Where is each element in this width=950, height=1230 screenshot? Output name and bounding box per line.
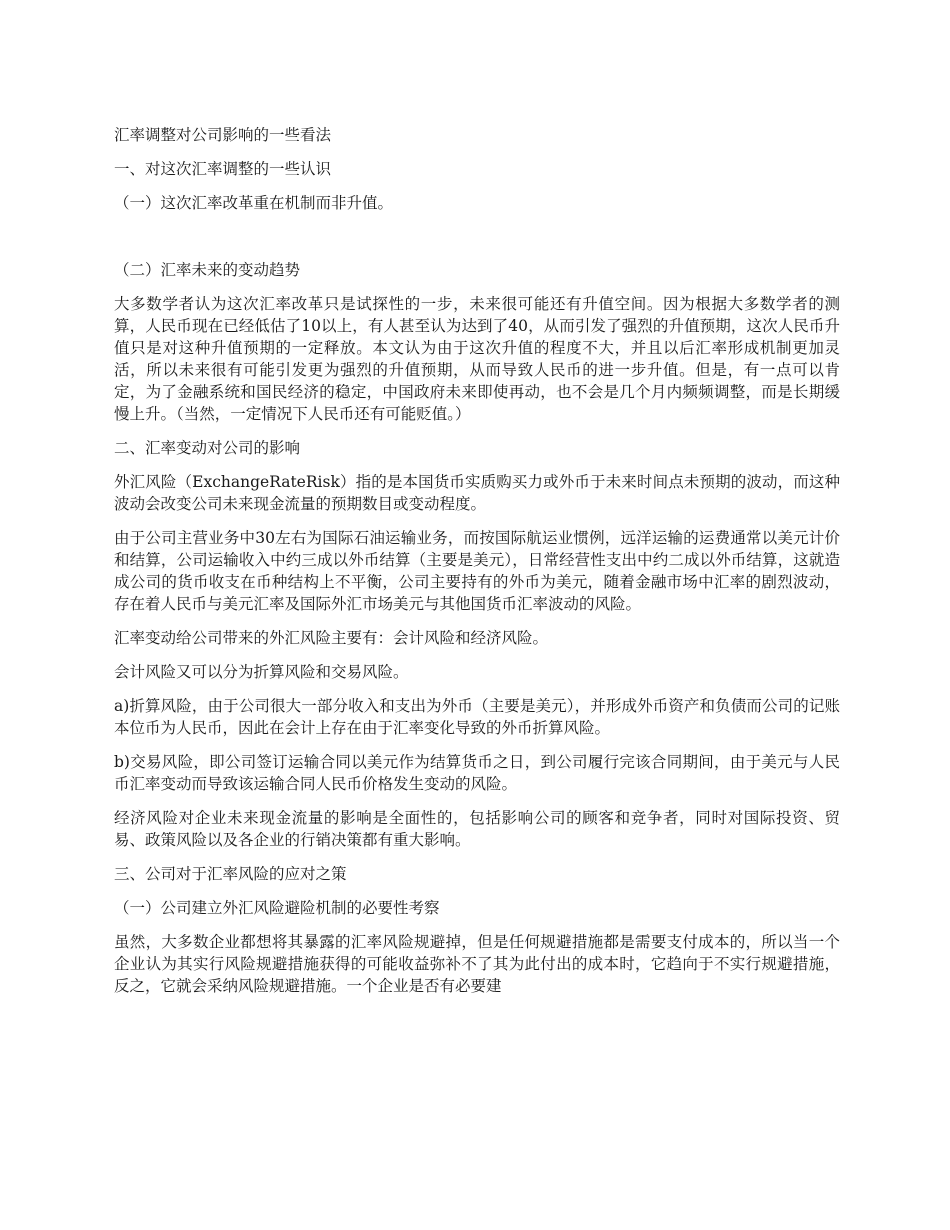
subsection-heading-1-1: （一）这次汇率改革重在机制而非升值。 — [114, 194, 394, 212]
body-paragraph: 大多数学者认为这次汇率改革只是试探性的一步，未来很可能还有升值空间。因为根据大多数学者的测算，人民币现在已经低估了10以上，有人甚至认为达到了40，从而引发了强烈的升值预期，这次人民币升值只是对这种升值预期的一定释放。本文认为由于这次升值的程度不大，并且以后汇率形成机制更加灵活，所以未来很有可能引发更为强烈的升值预期，从而导致人民币的进一步升值。但是，有一点可以肯定，为了金融系统和国民经济的稳定，中国政府未来即使再动，也不会是几个月内频频调整，而是长期缓慢上升。（当然，一定情况下人民币还有可能贬值。） — [114, 295, 840, 423]
section-heading-1: 一、对这次汇率调整的一些认识 — [114, 160, 332, 178]
body-paragraph: 由于公司主营业务中30左右为国际石油运输业务，而按国际航运业惯例，远洋运输的运费通常以美元计价和结算，公司运输收入中约三成以外币结算（主要是美元），日常经营性支出中约二成以外币结算，这就造成公司的货币收支在币种结构上不平衡，公司主要持有的外币为美元，随着金融市场中汇率的剧烈波动，存在着人民币与美元汇率及国际外汇市场美元与其他国货币汇率波动的风险。 — [114, 529, 840, 613]
document-title: 汇率调整对公司影响的一些看法 — [114, 126, 332, 144]
section-heading-2: 二、汇率变动对公司的影响 — [114, 439, 301, 457]
list-item-b: b)交易风险，即公司签订运输合同以美元作为结算货币之日，到公司履行完该合同期间，由于美元与人民币汇率变动而导致该运输合同人民币价格发生变动的风险。 — [114, 753, 840, 793]
document-page — [114, 124, 840, 1009]
body-paragraph: 外汇风险（ExchangeRateRisk）指的是本国货币实质购买力或外币于未来时间点未预期的波动，而这种波动会改变公司未来现金流量的预期数目或变动程度。 — [114, 473, 840, 513]
body-paragraph: 会计风险又可以分为折算风险和交易风险。 — [114, 663, 409, 681]
body-paragraph: 虽然，大多数企业都想将其暴露的汇率风险规避掉，但是任何规避措施都是需要支付成本的，所以当一个企业认为其实行风险规避措施获得的可能收益弥补不了其为此付出的成本时，它趋向于不实行规避措施，反之，它就会采纳风险规避措施。一个企业是否有必要建 — [114, 933, 840, 995]
list-item-a: a)折算风险，由于公司很大一部分收入和支出为外币（主要是美元），并形成外币资产和负债而公司的记账本位币为人民币，因此在会计上存在由于汇率变化导致的外币折算风险。 — [114, 697, 840, 737]
body-paragraph: 经济风险对企业未来现金流量的影响是全面性的，包括影响公司的顾客和竞争者，同时对国际投资、贸易、政策风险以及各企业的行销决策都有重大影响。 — [114, 809, 840, 849]
subsection-heading-1-2: （二）汇率未来的变动趋势 — [114, 261, 301, 279]
section-heading-3: 三、公司对于汇率风险的应对之策 — [114, 865, 347, 883]
body-paragraph: 汇率变动给公司带来的外汇风险主要有：会计风险和经济风险。 — [114, 629, 549, 647]
subsection-heading-3-1: （一）公司建立外汇风险避险机制的必要性考察 — [114, 899, 440, 917]
